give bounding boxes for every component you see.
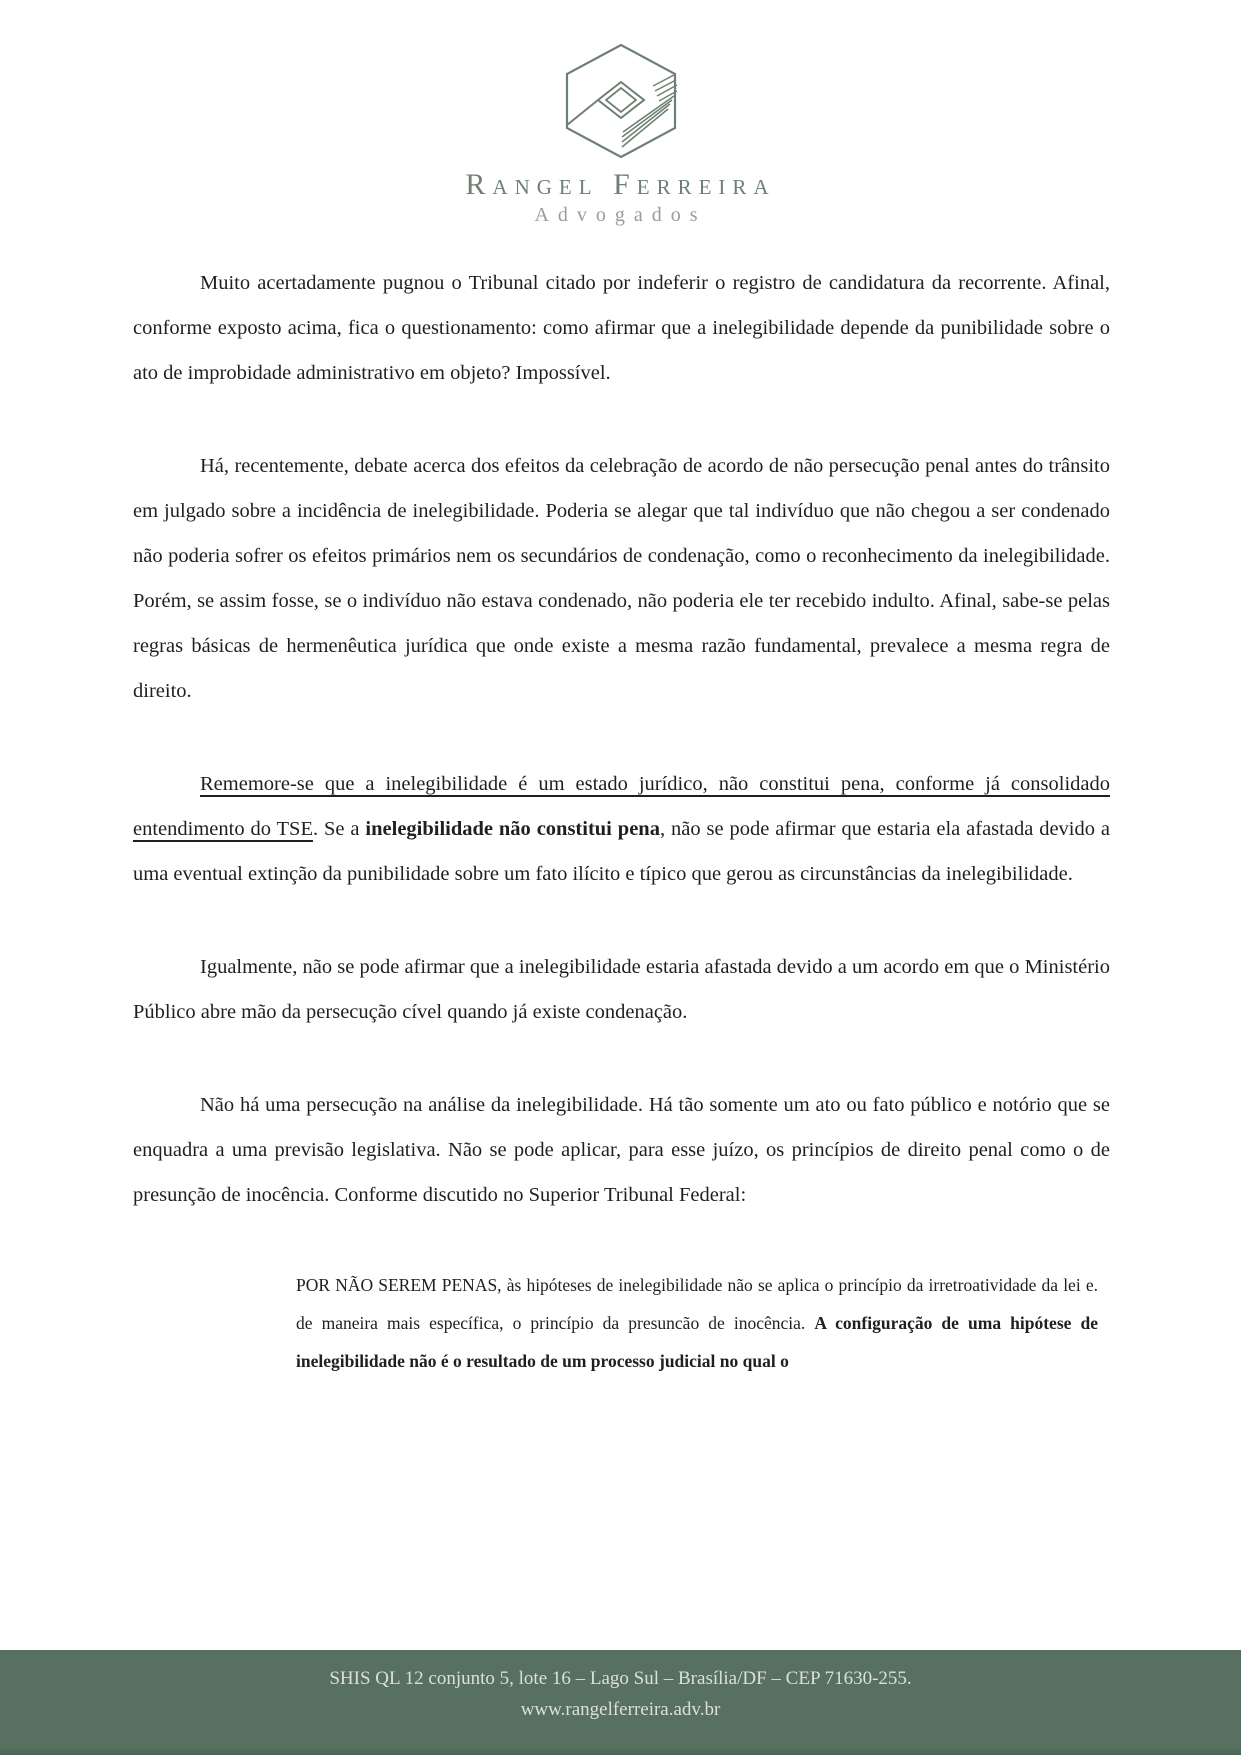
hexagon-diamond-pages-logo-icon <box>555 42 687 160</box>
plain-text: . Se a <box>312 818 366 840</box>
footer-address: SHIS QL 12 conjunto 5, lote 16 – Lago Sul – Brasília/DF – CEP 71630-255. <box>329 1668 912 1689</box>
page-footer <box>0 1650 1241 1755</box>
brand-name: Rangel Ferreira <box>465 168 776 201</box>
letterhead <box>0 0 1241 227</box>
block-quote <box>296 1266 1098 1380</box>
brand-subtitle: Advogados <box>534 204 707 226</box>
quote-plain-text: POR NÃO SEREM PENAS, às hipóteses de inelegibilidade não se aplica o princípio da irretroatividade da lei e. de maneira mais específica, o princípio da presuncão de inocência. <box>296 1275 1098 1333</box>
logo <box>0 42 1241 160</box>
footer-website: www.rangelferreira.adv.br <box>520 1699 721 1720</box>
document-body <box>133 261 1110 1380</box>
plain-text: , não se pode afirmar que estaria ela afastada devido a uma eventual extinção da punibilidade sobre um fato ilícito e típico que gerou as circunstâncias da inelegibilidade. <box>133 818 1110 885</box>
paragraph-3 <box>133 762 1110 897</box>
paragraph-1: Muito acertadamente pugnou o Tribunal citado por indeferir o registro de candidatura da recorrente. Afinal, conforme exposto acima, fica o questionamento: como afirmar que a inelegibilidade depende da punibilidade sobre o ato de improbidade administrativo em objeto? Impossível. <box>133 272 1110 384</box>
bold-text: inelegibilidade não constitui pena <box>365 818 660 840</box>
paragraph-2: Há, recentemente, debate acerca dos efeitos da celebração de acordo de não persecução penal antes do trânsito em julgado sobre a incidência de inelegibilidade. Poderia se alegar que tal indivíduo que não chegou a ser condenado não poderia sofrer os efeitos primários nem os secundários de condenação, como o reconhecimento da inelegibilidade. Porém, se assim fosse, se o indivíduo não estava condenado, não poderia ele ter recebido indulto. Afinal, sabe-se pelas regras básicas de hermenêutica jurídica que onde existe a mesma razão fundamental, prevalece a mesma regra de direito. <box>133 455 1110 702</box>
paragraph-4: Igualmente, não se pode afirmar que a inelegibilidade estaria afastada devido a um acordo em que o Ministério Público abre mão da persecução cível quando já existe condenação. <box>133 956 1110 1023</box>
underlined-text: Rememore-se que a inelegibilidade é um estado jurídico, não constitui pena, conforme já consolidado entendimento do TSE <box>133 773 1110 840</box>
quote-bold-text: A configuração de uma hipótese de inelegibilidade não é o resultado de um processo judicial no qual o <box>296 1313 1098 1371</box>
paragraph-5: Não há uma persecução na análise da inelegibilidade. Há tão somente um ato ou fato público e notório que se enquadra a uma previsão legislativa. Não se pode aplicar, para esse juízo, os princípios de direito penal como o de presunção de inocência. Conforme discutido no Superior Tribunal Federal: <box>133 1094 1110 1206</box>
